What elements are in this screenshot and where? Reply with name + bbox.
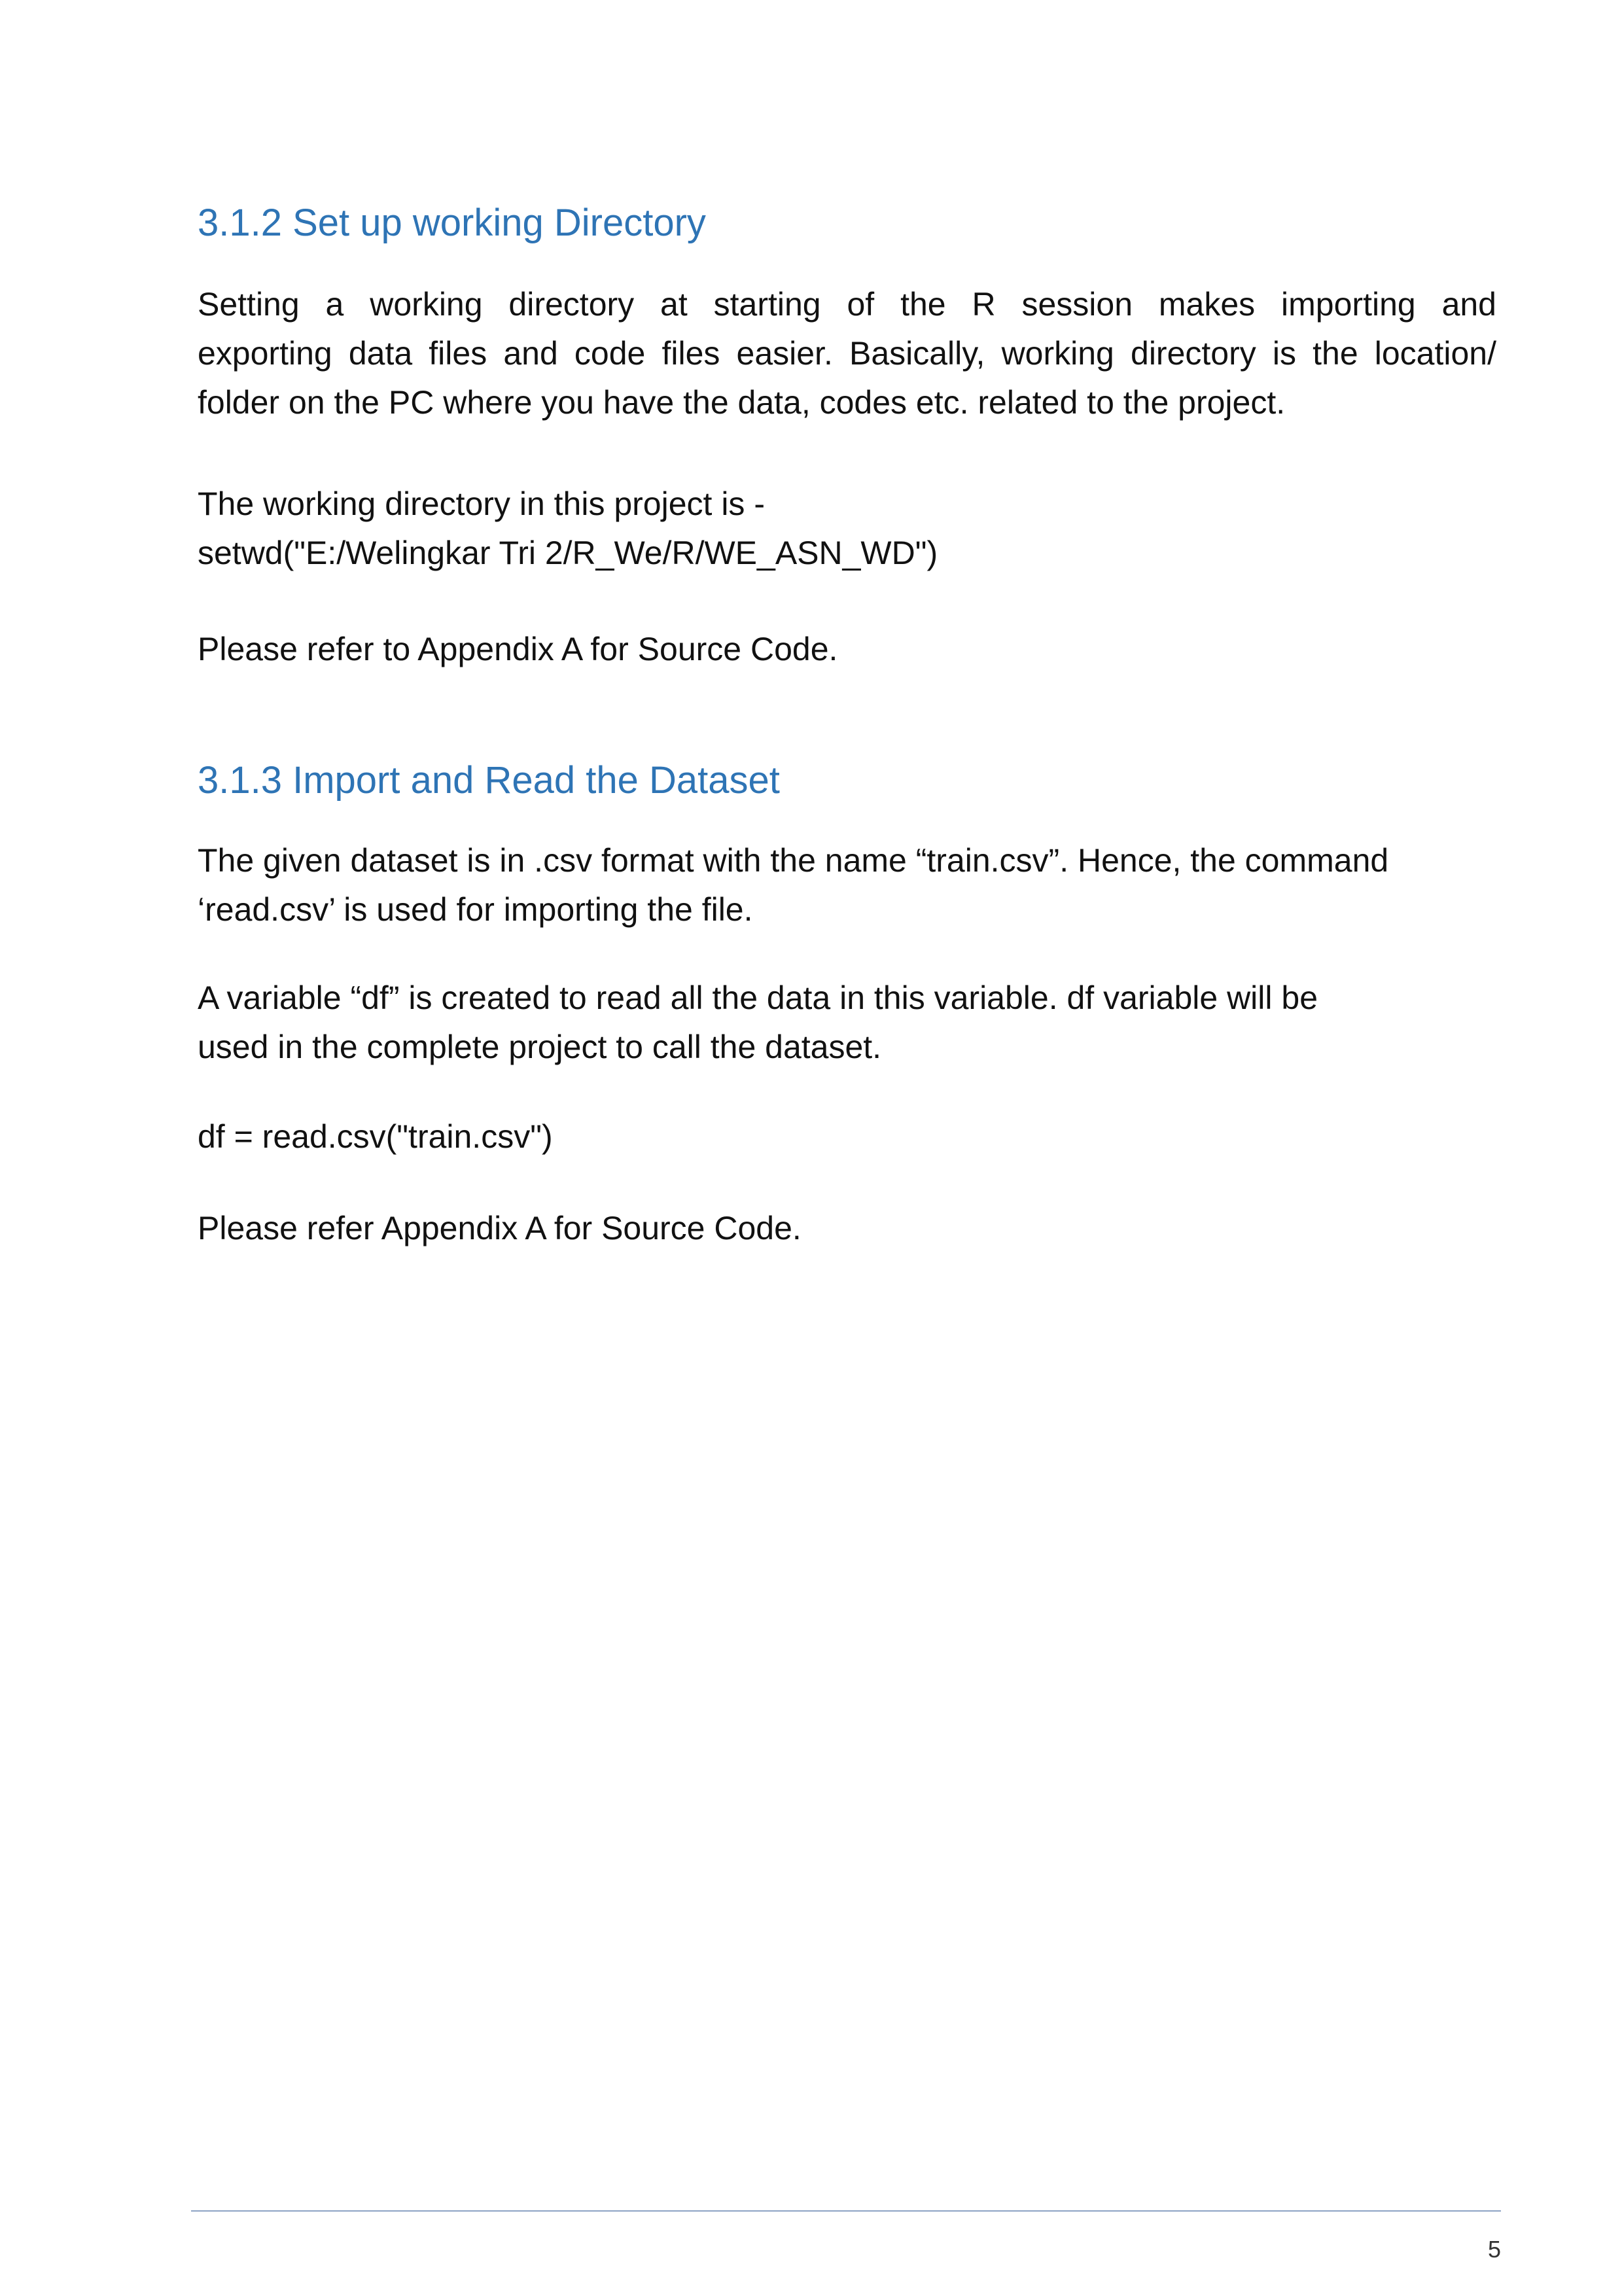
- section-heading-3-1-3: 3.1.3 Import and Read the Dataset: [198, 759, 780, 802]
- paragraph-line: Setting a working directory at starting of the R session makes importing and: [198, 286, 1496, 323]
- code-line-read-csv: df = read.csv("train.csv"): [198, 1118, 553, 1155]
- paragraph-line: The given dataset is in .csv format with the name “train.csv”. Hence, the command: [198, 842, 1389, 879]
- paragraph-line: A variable “df” is created to read all the data in this variable. df variable will be: [198, 980, 1318, 1016]
- paragraph-variable-df: [198, 974, 1496, 1072]
- footer-rule: [191, 2210, 1501, 2212]
- paragraph-line: folder on the PC where you have the data, codes etc. related to the project.: [198, 384, 1286, 421]
- paragraph-line: The working directory in this project is -: [198, 486, 765, 522]
- page-number: 5: [1487, 2236, 1501, 2263]
- section-heading-3-1-2: 3.1.2 Set up working Directory: [198, 202, 706, 244]
- paragraph-line: exporting data files and code files easier. Basically, working directory is the location/: [198, 335, 1496, 372]
- paragraph-appendix-reference-1: Please refer to Appendix A for Source Code.: [198, 631, 838, 667]
- paragraph-working-directory-intro: [198, 280, 1496, 427]
- paragraph-line: ‘read.csv’ is used for importing the file.: [198, 891, 753, 928]
- code-line-setwd: setwd("E:/Welingkar Tri 2/R_We/R/WE_ASN_WD"): [198, 535, 938, 571]
- paragraph-appendix-reference-2: Please refer Appendix A for Source Code.: [198, 1210, 802, 1246]
- paragraph-line: used in the complete project to call the dataset.: [198, 1029, 882, 1065]
- paragraph-dataset-format: [198, 836, 1496, 934]
- paragraph-working-directory-path: [198, 480, 1496, 578]
